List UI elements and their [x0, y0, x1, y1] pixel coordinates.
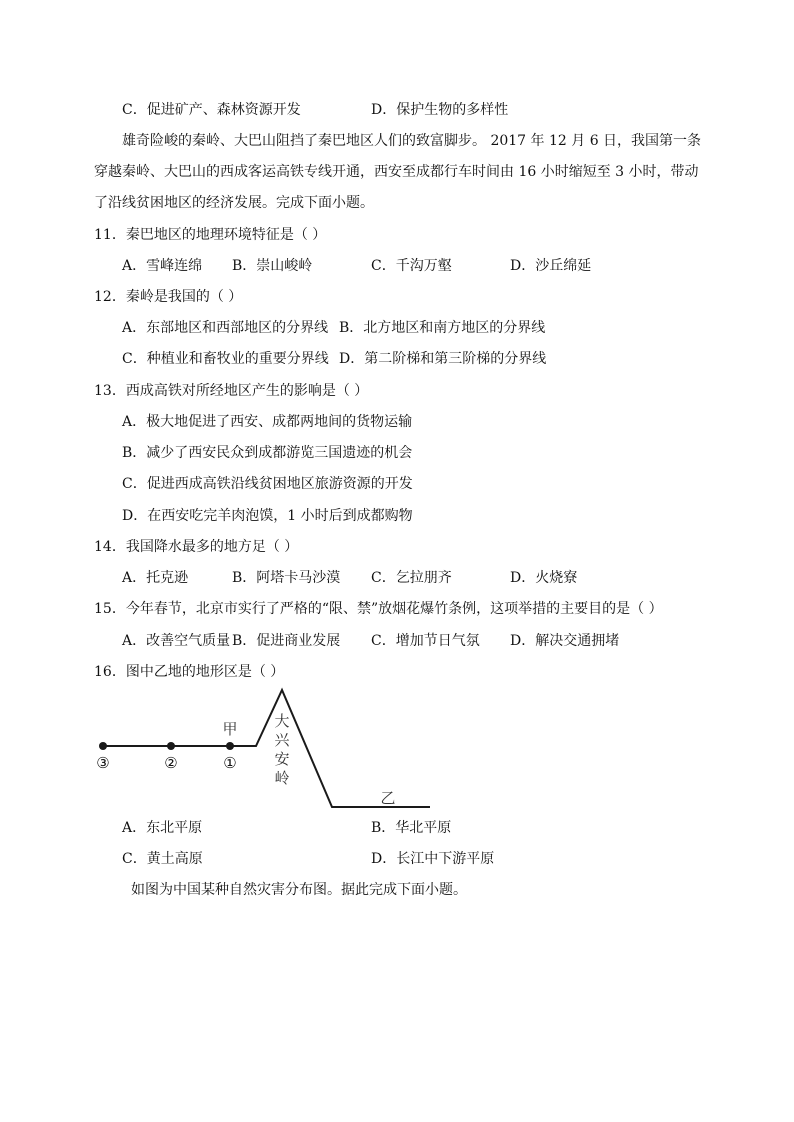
q11-option-b: B．崇山峻岭: [232, 258, 313, 274]
point-2-label: ②: [164, 754, 178, 772]
disaster-intro: 如图为中国某种自然灾害分布图。据此完成下面小题。: [131, 882, 467, 898]
q16-option-d: D．长江中下游平原: [371, 851, 495, 867]
prev-option-d: D．保护生物的多样性: [371, 102, 509, 118]
mountain-label-char-1: 大: [274, 712, 290, 730]
q16-option-b: B．华北平原: [371, 820, 452, 836]
q13-option-a: A．极大地促进了西安、成都两地间的货物运输: [122, 414, 413, 430]
q12-option-c: C．种植业和畜牧业的重要分界线: [122, 351, 329, 367]
q11-stem: 11．秦巴地区的地理环境特征是（ ）: [94, 227, 327, 243]
qinba-intro-paragraph: 雄奇险峻的秦岭、大巴山阻挡了秦巴地区人们的致富脚步。 2017 年 12 月 6 日，我国第一条穿越秦岭、大巴山的西成客运高铁专线开通，西安至成都行车时间由 16 小时缩短至 3 小时，带动了沿线贫困地区的经济发展。完成下面小题。: [94, 133, 702, 211]
q16-option-a: A．东北平原: [122, 820, 203, 836]
point-3-label: ③: [96, 754, 110, 772]
q11-option-a: A．雪峰连绵: [122, 258, 203, 274]
point-2-dot: [167, 742, 175, 750]
mountain-label-char-4: 岭: [274, 769, 290, 787]
point-3-dot: [99, 742, 107, 750]
yi-label: 乙: [380, 789, 396, 807]
mountain-label-char-2: 兴: [274, 731, 290, 749]
q12-option-b: B．北方地区和南方地区的分界线: [339, 320, 546, 336]
q13-option-c: C．促进西成高铁沿线贫困地区旅游资源的开发: [122, 476, 413, 492]
jia-label: 甲: [222, 720, 238, 738]
q11-option-c: C．千沟万壑: [371, 258, 452, 274]
q13-option-b: B．减少了西安民众到成都游览三国遗迹的机会: [122, 445, 413, 461]
q13-option-d: D．在西安吃完羊肉泡馍，1 小时后到成都购物: [122, 508, 413, 524]
q15-option-b: B．促进商业发展: [232, 633, 341, 649]
q16-stem: 16．图中乙地的地形区是（ ）: [94, 664, 285, 680]
q13-stem: 13．西成高铁对所经地区产生的影响是（ ）: [94, 383, 369, 399]
point-1-label: ①: [223, 754, 237, 772]
q11-option-d: D．沙丘绵延: [510, 258, 592, 274]
q12-stem: 12．秦岭是我国的（ ）: [94, 289, 243, 305]
q12-option-a: A．东部地区和西部地区的分界线: [122, 320, 329, 336]
q16-option-c: C．黄土高原: [122, 851, 203, 867]
q15-stem: 15．今年春节，北京市实行了严格的“限、禁”放烟花爆竹条例，这项举措的主要目的是（ ）: [94, 601, 663, 617]
mountain-label-char-3: 安: [274, 750, 290, 768]
q14-option-b: B．阿塔卡马沙漠: [232, 570, 341, 586]
q14-option-d: D．火烧寮: [510, 570, 578, 586]
q15-option-a: A．改善空气质量: [122, 633, 231, 649]
q15-option-d: D．解决交通拥堵: [510, 633, 620, 649]
q15-option-c: C．增加节日气氛: [371, 633, 480, 649]
q14-stem: 14．我国降水最多的地方足（ ）: [94, 539, 299, 555]
point-1-dot: [226, 742, 234, 750]
q14-option-a: A．托克逊: [122, 570, 189, 586]
prev-option-c: C．促进矿产、森林资源开发: [122, 102, 301, 118]
q12-option-d: D．第二阶梯和第三阶梯的分界线: [339, 351, 547, 367]
q14-option-c: C．乞拉朋齐: [371, 570, 452, 586]
